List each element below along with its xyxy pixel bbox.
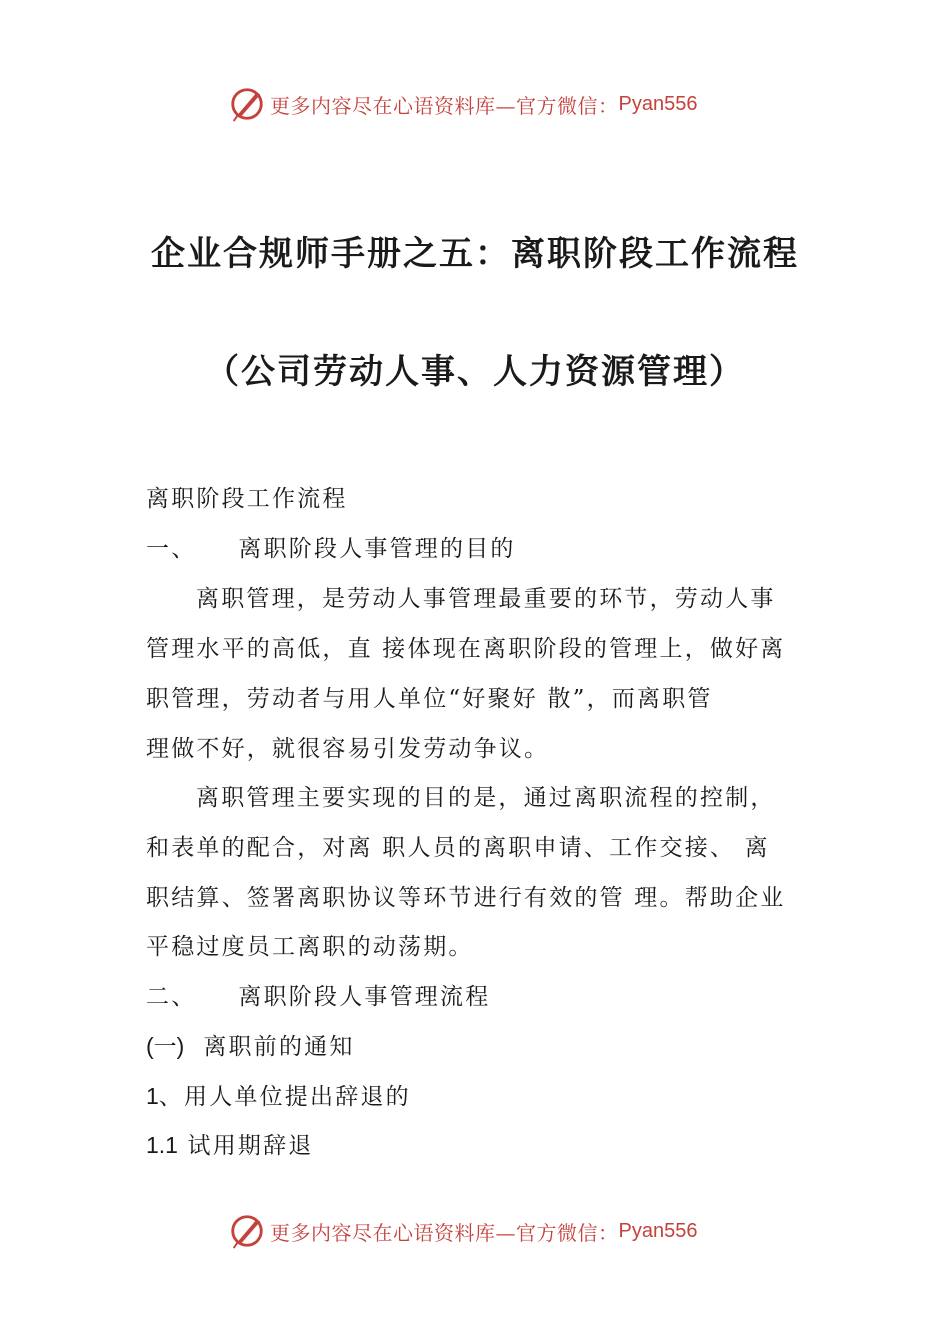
watermark-text: 更多内容尽在心语资料库—官方微信： xyxy=(270,93,619,118)
section-2-label: 离职阶段人事管理流程 xyxy=(238,984,491,1010)
section-2-heading xyxy=(146,982,806,1012)
para-2-line-4: 平稳过度员工离职的动荡期。 xyxy=(146,934,474,960)
watermark-wechat-id: Pyan556 xyxy=(618,1219,698,1242)
para-1-line-3: 职管理，劳动者与用人单位“好聚好 散”，而离职管 xyxy=(146,686,713,712)
item-1-1-label: 试用期辞退 xyxy=(187,1133,314,1159)
section-1-heading xyxy=(146,534,806,564)
section-1-number: 一、 xyxy=(146,536,197,562)
para-2-line-2: 和表单的配合，对离 职人员的离职申请、工作交接、 离 xyxy=(146,835,770,861)
subsection-1-number: (一) xyxy=(146,1033,185,1059)
watermark-text: 更多内容尽在心语资料库—官方微信： xyxy=(270,1220,619,1245)
subsection-1-heading xyxy=(146,1031,806,1062)
item-1-label: 、用人单位提出辞退的 xyxy=(158,1084,411,1110)
subsection-1-label: 离职前的通知 xyxy=(203,1034,355,1060)
quill-logo-icon xyxy=(228,85,266,123)
page-subtitle: （公司劳动人事、人力资源管理） xyxy=(205,352,745,392)
page-title: 企业合规师手册之五：离职阶段工作流程 xyxy=(151,234,799,274)
para-2-line-3: 职结算、签署离职协议等环节进行有效的管 理。帮助企业 xyxy=(146,885,786,911)
para-1-line-4: 理做不好，就很容易引发劳动争议。 xyxy=(146,736,550,762)
item-1-heading xyxy=(146,1081,806,1112)
para-1-line-1: 离职管理，是劳动人事管理最重要的环节，劳动人事 xyxy=(196,586,776,612)
section-1-label: 离职阶段人事管理的目的 xyxy=(238,536,516,562)
body-heading: 离职阶段工作流程 xyxy=(146,486,348,512)
quill-logo-icon xyxy=(228,1212,266,1250)
watermark-wechat-id: Pyan556 xyxy=(618,92,698,115)
para-1-line-2: 管理水平的高低，直 接体现在离职阶段的管理上，做好离 xyxy=(146,636,786,662)
para-2-line-1: 离职管理主要实现的目的是，通过离职流程的控制， xyxy=(196,785,776,811)
watermark-footer xyxy=(228,1211,788,1251)
item-1-1-number: 1.1 xyxy=(146,1132,178,1158)
item-1-number: 1 xyxy=(146,1083,159,1109)
item-1-1-heading xyxy=(146,1130,806,1161)
watermark-header xyxy=(228,84,788,124)
section-2-number: 二、 xyxy=(146,984,197,1010)
